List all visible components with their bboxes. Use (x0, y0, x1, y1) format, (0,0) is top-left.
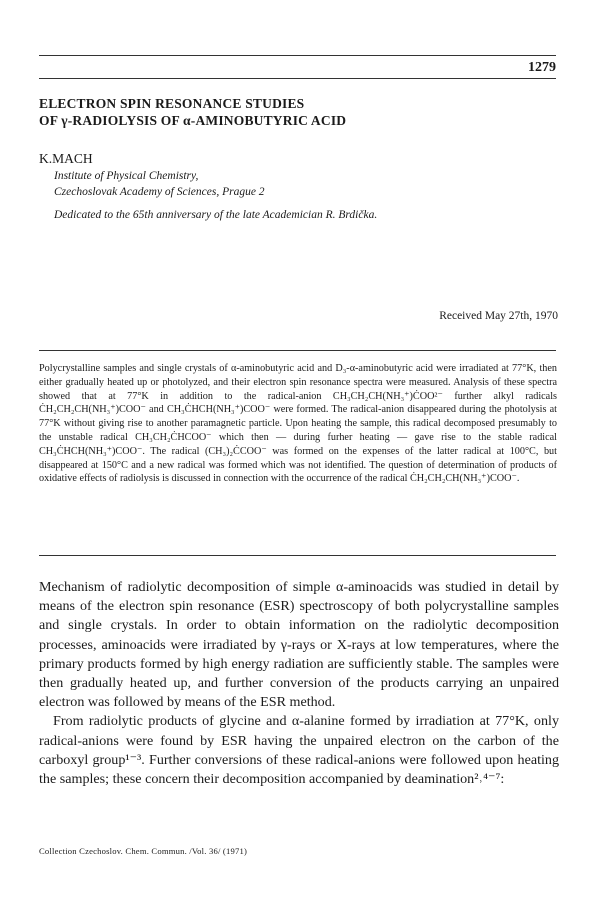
title-line-1: ELECTRON SPIN RESONANCE STUDIES (39, 96, 305, 111)
received-date: Received May 27th, 1970 (439, 310, 558, 322)
page-number: 1279 (528, 60, 556, 75)
affiliation (54, 168, 265, 200)
body-paragraph-1: Mechanism of radiolytic decomposition of simple α-aminoacids was studied in detail by means of the electron spin resonance (ESR) spectroscopy of both polycrystalline samples and single crystals. In order to obtain information on the radiolytic decomposition processes, aminoacids were irradiated by γ-rays or X-rays at low temperatures, where the primary products formed by high energy radiation are sufficiently stable. The samples were then gradually heated up, and further conversion of the products carrying an unpaired electron was followed by means of the ESR method. (39, 579, 559, 711)
abstract (39, 362, 557, 486)
author-name: K.MACH (39, 151, 93, 166)
header-rule-bottom (39, 78, 556, 79)
dedication: Dedicated to the 65th anniversary of the late Academician R. Brdička. (54, 209, 378, 221)
body-paragraph-2: From radiolytic products of glycine and α-alanine formed by irradiation at 77°K, only radical-anions were found by ESR having the unpaired electron on the carbon of the carboxyl group¹⁻³. Further conversions of these radical-anions were followed upon heating the samples; these concern their decomposition accompanied by deamination²˒⁴⁻⁷: (39, 713, 559, 788)
title-line-2: OF γ-RADIOLYSIS OF α-AMINOBUTYRIC ACID (39, 113, 347, 128)
article-title (39, 95, 559, 129)
abstract-text: Polycrystalline samples and single crystals of α-aminobutyric acid and D₃-α-aminobutyric acid were irradiated at 77°K, then either gradually heated up or photolyzed, and their electron spin resonance spectra were measured. Analysis of these spectra showed that at 77°K in addition to the radical-anion CH₃CH₂CH(NH₃⁺)ĊOO²⁻ further alkyl radicals ĊH₂CH₂CH(NH₃⁺)COO⁻ and CH₃ĊHCH(NH₃⁺)COO⁻ were formed. The radical-anion disappeared during the photolysis at 77°K without giving rise to another paramagnetic particle. Upon heating the sample, this radical decomposed presumably to the unstable radical CH₃CH₂ĊHCOO⁻ which then — during furher heating — gave rise to the stable radical CH₃ĊHCH(NH₃⁺)COO⁻. The radical (CH₃)₂ĊCOO⁻ was formed on the expenses of the latter radical at 100°C, but disappeared at 150°C and a new radical was formed which was not identified. The question of determination of products of oxidative effects of radiolysis is discussed in connection with the occurrence of the radical ĊH₂CH₂CH(NH₃⁺)COO⁻. (39, 363, 557, 485)
affiliation-line-1: Institute of Physical Chemistry, (54, 170, 199, 182)
abstract-rule-bottom (39, 555, 556, 556)
affiliation-line-2: Czechoslovak Academy of Sciences, Prague 2 (54, 186, 265, 198)
header-rule-top (39, 55, 556, 56)
abstract-rule-top (39, 350, 556, 351)
journal-footer: Collection Czechoslov. Chem. Commun. /Vol. 36/ (1971) (39, 846, 248, 856)
body-text (39, 578, 559, 789)
